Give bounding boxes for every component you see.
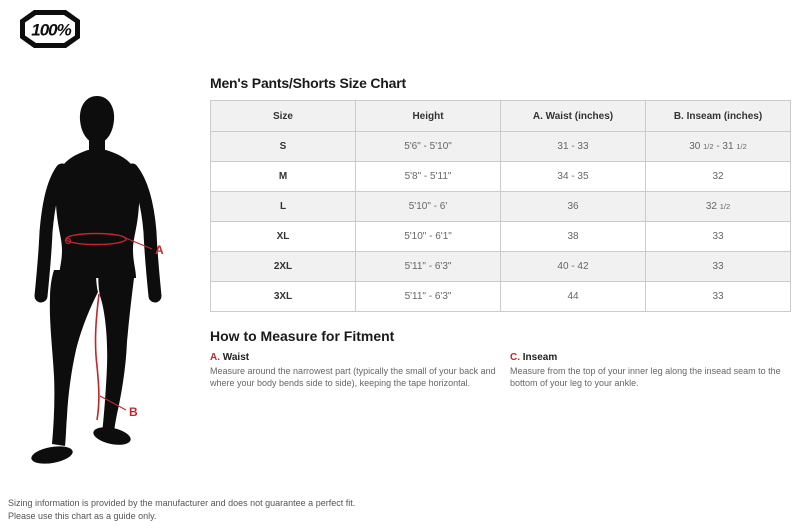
measure-guide-title: How to Measure for Fitment bbox=[210, 328, 395, 344]
size-table-body bbox=[211, 132, 791, 312]
inseam-cell: 32 1/2 bbox=[646, 192, 791, 222]
inseam-cell: 30 1/2 - 31 1/2 bbox=[646, 132, 791, 162]
height-cell: 5'11" - 6'3" bbox=[356, 282, 501, 312]
male-silhouette-figure bbox=[10, 70, 210, 475]
silhouette-left-leg bbox=[50, 270, 98, 446]
waist-cell: 40 - 42 bbox=[501, 252, 646, 282]
size-cell: XL bbox=[211, 222, 356, 252]
table-header-row bbox=[211, 101, 791, 132]
measure-item-heading bbox=[210, 352, 515, 363]
column-header-height: Height bbox=[356, 101, 501, 132]
waist-cell: 34 - 35 bbox=[501, 162, 646, 192]
waist-label-a: A bbox=[155, 243, 164, 257]
measure-name: Waist bbox=[222, 352, 250, 363]
inseam-cell: 33 bbox=[646, 252, 791, 282]
measure-name: Inseam bbox=[522, 352, 558, 363]
column-header-inseam: B. Inseam (inches) bbox=[646, 101, 791, 132]
measure-letter: C. bbox=[510, 352, 520, 363]
inseam-label-b: B bbox=[129, 405, 138, 419]
inseam-cell: 33 bbox=[646, 222, 791, 252]
size-cell: 2XL bbox=[211, 252, 356, 282]
size-cell: M bbox=[211, 162, 356, 192]
table-row bbox=[211, 162, 791, 192]
measure-letter: A. bbox=[210, 352, 220, 363]
measure-description: Measure from the top of your inner leg along the insead seam to the bottom of your leg to your ankle. bbox=[510, 366, 781, 388]
brand-logo-text: 100% bbox=[31, 20, 71, 40]
height-cell: 5'6" - 5'10" bbox=[356, 132, 501, 162]
fraction-text: 1/2 bbox=[703, 142, 714, 151]
measure-item-inseam bbox=[510, 352, 800, 389]
waist-cell: 36 bbox=[501, 192, 646, 222]
height-cell: 5'8" - 5'11" bbox=[356, 162, 501, 192]
table-row bbox=[211, 192, 791, 222]
size-cell: L bbox=[211, 192, 356, 222]
inseam-measure-line bbox=[96, 294, 99, 420]
column-header-waist: A. Waist (inches) bbox=[501, 101, 646, 132]
waist-cell: 44 bbox=[501, 282, 646, 312]
measure-description: Measure around the narrowest part (typically the small of your back and where your body bends side to side), keeping the tape horizontal. bbox=[210, 366, 496, 388]
height-cell: 5'10" - 6' bbox=[356, 192, 501, 222]
footer-disclaimer bbox=[8, 497, 355, 523]
column-header-size: Size bbox=[211, 101, 356, 132]
fraction-text: 1/2 bbox=[736, 142, 747, 151]
height-cell: 5'10" - 6'1" bbox=[356, 222, 501, 252]
silhouette-left-foot bbox=[30, 443, 74, 466]
table-row bbox=[211, 222, 791, 252]
table-row bbox=[211, 132, 791, 162]
footer-line-2: Please use this chart as a guide only. bbox=[8, 511, 157, 521]
waist-cell: 31 - 33 bbox=[501, 132, 646, 162]
waist-cell: 38 bbox=[501, 222, 646, 252]
height-cell: 5'11" - 6'3" bbox=[356, 252, 501, 282]
brand-logo-icon bbox=[18, 8, 82, 50]
table-row bbox=[211, 252, 791, 282]
size-chart-title: Men's Pants/Shorts Size Chart bbox=[210, 75, 406, 91]
inseam-cell: 32 bbox=[646, 162, 791, 192]
measure-item-heading bbox=[510, 352, 800, 363]
fraction-text: 1/2 bbox=[719, 202, 731, 211]
size-cell: 3XL bbox=[211, 282, 356, 312]
inseam-cell: 33 bbox=[646, 282, 791, 312]
table-row bbox=[211, 282, 791, 312]
footer-line-1: Sizing information is provided by the manufacturer and does not guarantee a perfect fit. bbox=[8, 498, 356, 508]
size-cell: S bbox=[211, 132, 356, 162]
measure-item-waist bbox=[210, 352, 515, 389]
size-chart-table bbox=[210, 100, 791, 312]
